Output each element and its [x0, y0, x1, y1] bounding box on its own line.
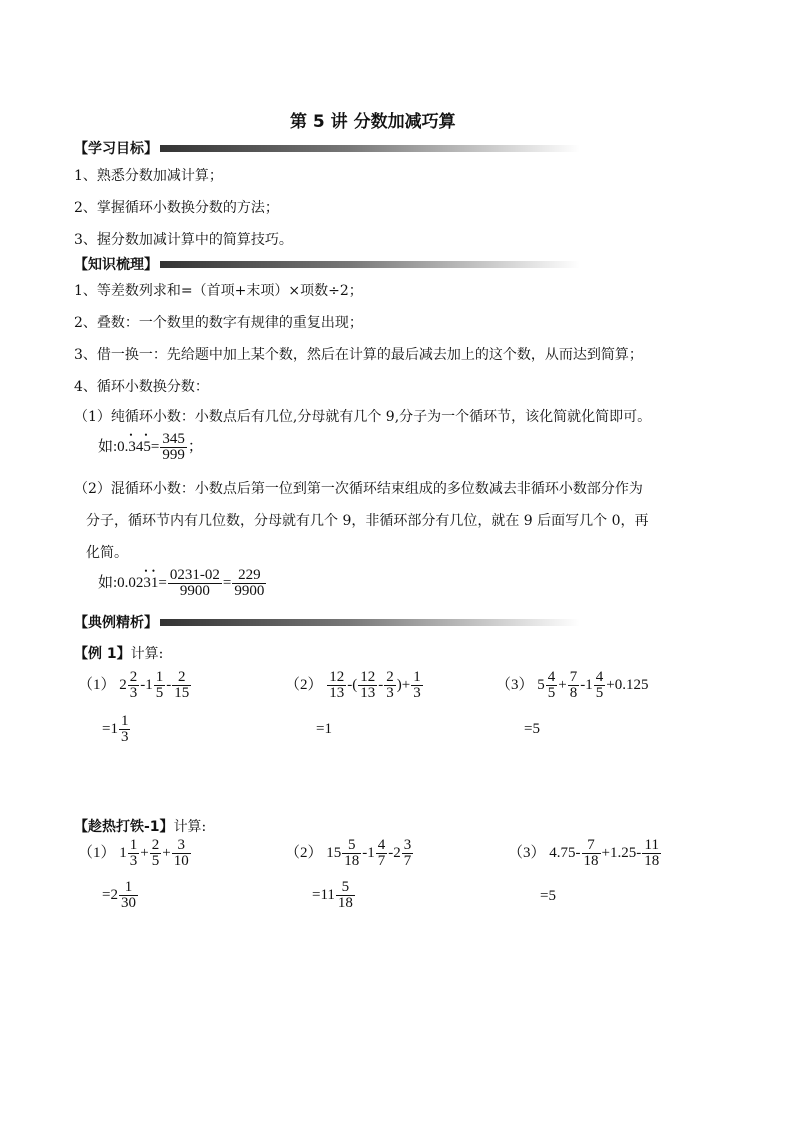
- example1-answer-2: =1: [316, 721, 332, 737]
- mixed-repeating-text: 化简。: [86, 545, 128, 561]
- fraction: [342, 838, 361, 869]
- denominator: 3: [413, 685, 421, 701]
- repeat-digit-dotted: • 5: [143, 439, 151, 456]
- whole: 2: [119, 676, 127, 693]
- denominator: 18: [644, 853, 660, 869]
- section-divider: [160, 261, 580, 268]
- denominator: 13: [360, 685, 376, 701]
- whole: 15: [326, 844, 342, 861]
- section-divider: [160, 619, 580, 626]
- example1-heading: [74, 643, 163, 663]
- fraction: [128, 838, 140, 869]
- practice1-answer-1: [102, 880, 139, 911]
- fraction: [358, 670, 377, 701]
- operand: 4.75-: [549, 844, 581, 861]
- practice1-problem-2: [285, 838, 414, 869]
- denominator: 30: [120, 895, 136, 911]
- page-title: 第 5 讲 分数加减巧算: [290, 112, 456, 132]
- practice-label: 【趁热打铁-1】: [74, 819, 174, 835]
- fraction: [150, 838, 162, 869]
- mixed-repeating-text: （2）混循环小数：小数点后第一位到第一次循环结束组成的多位数减去非循环小数部分作为: [74, 481, 643, 497]
- fraction: [119, 880, 138, 911]
- denominator: 18: [344, 853, 360, 869]
- numerator: 4: [377, 837, 386, 853]
- numerator: 345: [162, 431, 185, 447]
- knowledge-item: 3、借一换一：先给题中加上某个数，然后在计算的最后减去加上的这个数，从而达到简算；: [74, 347, 643, 363]
- numerator: 11: [642, 838, 661, 854]
- numerator: 1: [129, 837, 138, 853]
- denominator: 3: [129, 853, 138, 869]
- fraction: [172, 670, 191, 701]
- fraction: [128, 670, 140, 701]
- repeat-digit-dotted: • 1: [151, 575, 159, 592]
- numerator: 2: [129, 669, 138, 685]
- whole: 5: [537, 676, 545, 693]
- problem-number: （2）: [285, 676, 323, 693]
- operator: )+: [396, 676, 411, 693]
- denominator: 3: [386, 685, 394, 701]
- mixed-repeating-text: 分子，循环节内有几位数，分母就有几个 9，非循环部分有几位，就在 9 后面写几个 0，再: [86, 513, 649, 529]
- numerator: 4: [595, 669, 604, 685]
- semicolon: ；: [187, 438, 203, 455]
- fraction: [154, 670, 166, 701]
- knowledge-item: 1、等差数列求和=（首项+末项）×项数÷2；: [74, 283, 363, 299]
- repeat-digit: 4: [135, 438, 144, 455]
- repeat-digit-dotted: • 3: [143, 575, 151, 592]
- denominator: 5: [155, 685, 164, 701]
- numerator: 1: [120, 713, 129, 729]
- problem-number: （1）: [78, 844, 116, 861]
- fraction: [327, 670, 346, 701]
- operator: +1.25-: [601, 844, 642, 861]
- denominator: 18: [583, 853, 599, 869]
- practice1-problem-3: [508, 838, 662, 869]
- whole: 1: [119, 844, 127, 861]
- practice1-heading: [74, 816, 206, 836]
- operator: -1: [580, 676, 593, 693]
- equals: =: [158, 574, 167, 591]
- numerator: 229: [232, 568, 266, 584]
- numerator: 12: [329, 669, 345, 685]
- example1-answer-1: [102, 714, 131, 745]
- operator: +: [140, 844, 149, 861]
- example1-answer-3: =5: [524, 721, 540, 737]
- problem-number: （2）: [285, 844, 323, 861]
- section-heading-goals: 【学习目标】: [74, 141, 158, 157]
- answer-whole: =1: [102, 720, 118, 737]
- repeat-digit-dotted: • 3: [128, 439, 136, 456]
- numerator: 2: [172, 670, 191, 686]
- numerator: 1: [155, 669, 164, 685]
- numerator: 5: [342, 838, 361, 854]
- denominator: 5: [595, 685, 604, 701]
- fraction: [232, 568, 266, 599]
- knowledge-item: 4、循环小数换分数：: [74, 379, 209, 395]
- denominator: 7: [377, 853, 386, 869]
- denominator: 18: [337, 895, 353, 911]
- goal-item: 3、握分数加减计算中的简算技巧。: [74, 232, 293, 248]
- problem-number: （3）: [496, 676, 534, 693]
- goal-item: 2、掌握循环小数换分数的方法；: [74, 200, 279, 216]
- section-divider: [160, 145, 580, 152]
- example1-problem-3: [496, 670, 648, 701]
- operator: -2: [388, 844, 401, 861]
- practice1-answer-3: =5: [540, 888, 556, 904]
- fraction: [336, 880, 355, 911]
- decimal-int: 0.02: [117, 574, 144, 591]
- denominator: 15: [174, 685, 190, 701]
- denominator: 5: [151, 853, 160, 869]
- operator: +0.125: [606, 676, 649, 693]
- fraction: [402, 838, 414, 869]
- example-label: 【例 1】: [74, 646, 131, 662]
- denominator: 8: [569, 685, 578, 701]
- fraction: [582, 838, 601, 869]
- fraction: [642, 838, 661, 869]
- numerator: 3: [403, 837, 412, 853]
- denominator: 10: [173, 853, 189, 869]
- fraction: [376, 838, 388, 869]
- operator: +: [558, 676, 567, 693]
- numerator: 7: [569, 669, 578, 685]
- fraction: [119, 714, 131, 745]
- fraction: [411, 670, 423, 701]
- fraction: [384, 670, 396, 701]
- section-heading-knowledge: 【知识梳理】: [74, 257, 158, 273]
- example-instruction: 计算:: [130, 646, 164, 662]
- operator: -1: [140, 676, 153, 693]
- equals: =: [222, 574, 232, 591]
- pure-repeating-text: （1）纯循环小数：小数点后有几位,分母就有几个 9,分子为一个循环节，该化简就化简即可。: [74, 409, 652, 425]
- numerator: 1: [413, 669, 421, 685]
- numerator: 1: [119, 880, 138, 896]
- problem-number: （3）: [508, 844, 546, 861]
- operator: +: [162, 844, 171, 861]
- numerator: 2: [151, 837, 160, 853]
- example-prefix: 如:: [98, 574, 118, 591]
- fraction: [546, 670, 558, 701]
- fraction: [594, 670, 606, 701]
- operator: -1: [362, 844, 375, 861]
- mixed-example: [98, 568, 267, 599]
- operator: -(: [347, 676, 358, 693]
- answer-whole: =11: [312, 886, 335, 903]
- fraction: [160, 432, 187, 463]
- denominator: 9900: [179, 583, 210, 599]
- example1-problem-2: [285, 670, 424, 701]
- numerator: 12: [360, 669, 376, 685]
- answer-whole: =2: [102, 886, 118, 903]
- denominator: 5: [547, 685, 556, 701]
- operator: -: [166, 676, 172, 693]
- practice1-answer-2: [312, 880, 356, 911]
- denominator: 999: [162, 447, 185, 463]
- operator: -: [378, 676, 384, 693]
- practice-instruction: 计算:: [173, 819, 207, 835]
- denominator: 7: [403, 853, 412, 869]
- equals: =: [150, 438, 160, 455]
- numerator: 3: [172, 838, 191, 854]
- denominator: 3: [129, 685, 138, 701]
- fraction: [168, 568, 222, 599]
- denominator: 3: [120, 729, 129, 745]
- pure-example: [98, 432, 203, 463]
- numerator: 0231-02: [169, 567, 220, 583]
- practice1-problem-1: [78, 838, 192, 869]
- denominator: 9900: [234, 583, 265, 599]
- numerator: 5: [336, 880, 355, 896]
- decimal-int: 0.: [117, 438, 129, 455]
- numerator: 2: [386, 669, 394, 685]
- numerator: 7: [582, 838, 601, 854]
- example-prefix: 如:: [98, 438, 118, 455]
- knowledge-item: 2、叠数：一个数里的数字有规律的重复出现；: [74, 315, 363, 331]
- fraction: [172, 838, 191, 869]
- goal-item: 1、熟悉分数加减计算；: [74, 168, 223, 184]
- denominator: 13: [329, 685, 345, 701]
- section-heading-examples: 【典例精析】: [74, 615, 158, 631]
- fraction: [568, 670, 580, 701]
- example1-problem-1: [78, 670, 192, 701]
- numerator: 4: [547, 669, 556, 685]
- problem-number: （1）: [78, 676, 116, 693]
